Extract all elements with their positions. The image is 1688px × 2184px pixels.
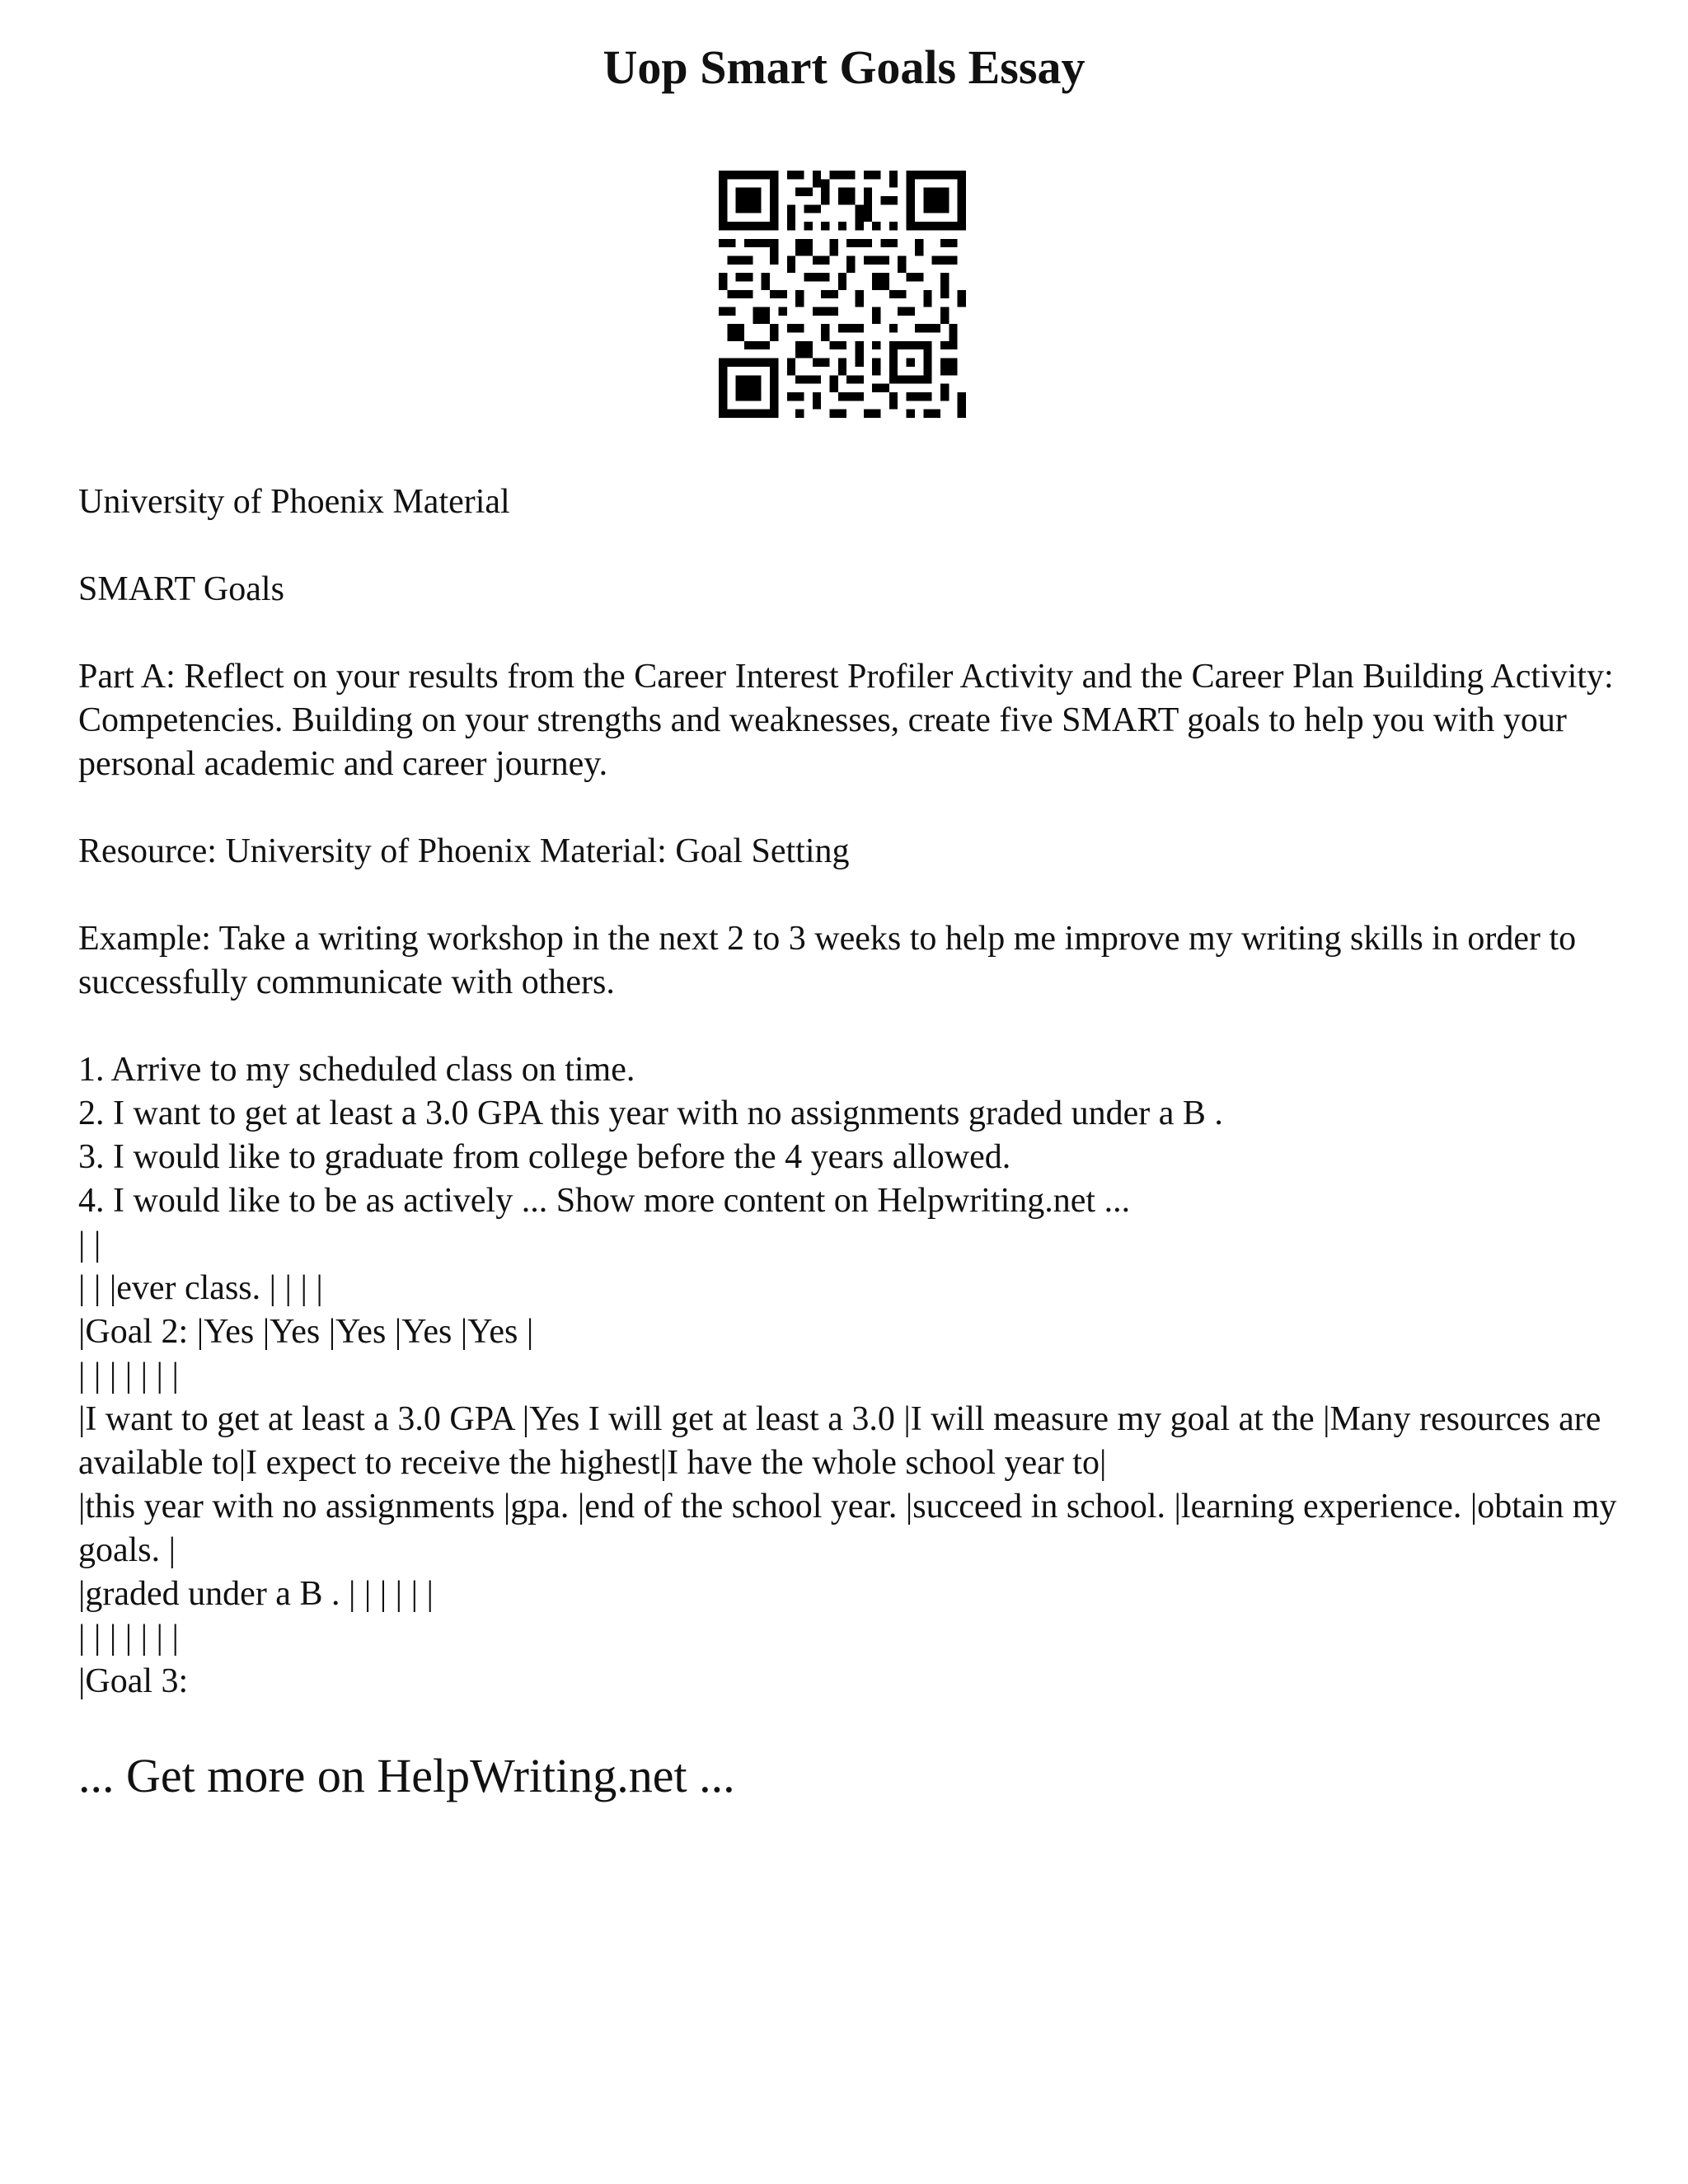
document-title: Uop Smart Goals Essay <box>603 40 1085 94</box>
table-fragment-line: | | | | | | | <box>78 1619 179 1657</box>
table-fragment-line: |graded under a B . | | | | | | <box>78 1575 434 1613</box>
goal-list <box>78 1048 1644 1704</box>
goal-line: 2. I want to get at least a 3.0 GPA this year with no assignments graded under a B . <box>78 1094 1223 1132</box>
qr-code-icon <box>719 171 966 418</box>
section-heading: SMART Goals <box>78 570 284 608</box>
table-fragment-line: |Goal 2: |Yes |Yes |Yes |Yes |Yes | <box>78 1313 534 1351</box>
table-fragment-line: | | | | | | | <box>78 1357 179 1394</box>
footer-link-text: ... Get more on HelpWriting.net ... <box>78 1749 735 1802</box>
part-a-paragraph: Part A: Reflect on your results from the Career Interest Profiler Activity and the Career Plan Building Activity: Competencies. Building on your strengths and weaknesses, create five SMART goals to help you with your personal academic and career journey. <box>78 658 1614 783</box>
goal-line: 1. Arrive to my scheduled class on time. <box>78 1051 635 1089</box>
goal-line: 3. I would like to graduate from college before the 4 years allowed. <box>78 1138 1011 1176</box>
resource-line: Resource: University of Phoenix Material: Goal Setting <box>78 832 850 870</box>
source-line: University of Phoenix Material <box>78 483 510 521</box>
table-fragment-line: | | <box>78 1226 101 1263</box>
table-fragment-line: | | |ever class. | | | | <box>78 1269 323 1307</box>
table-fragment-line: |I want to get at least a 3.0 GPA |Yes I will get at least a 3.0 |I will measure my goal at the |Many resources are available to|I expect to receive the highest|I have the whole school year to| <box>78 1400 1610 1482</box>
example-paragraph: Example: Take a writing workshop in the next 2 to 3 weeks to help me improve my writing skills in order to successfully communicate with others. <box>78 920 1577 1001</box>
goal-line: 4. I would like to be as actively ... Show more content on Helpwriting.net ... <box>78 1182 1131 1220</box>
table-fragment-line: |Goal 3: <box>78 1662 189 1700</box>
table-fragment-line: |this year with no assignments |gpa. |end of the school year. |succeed in school. |learning experience. |obtain my goals. | <box>78 1488 1625 1569</box>
document-body <box>78 480 1644 1704</box>
